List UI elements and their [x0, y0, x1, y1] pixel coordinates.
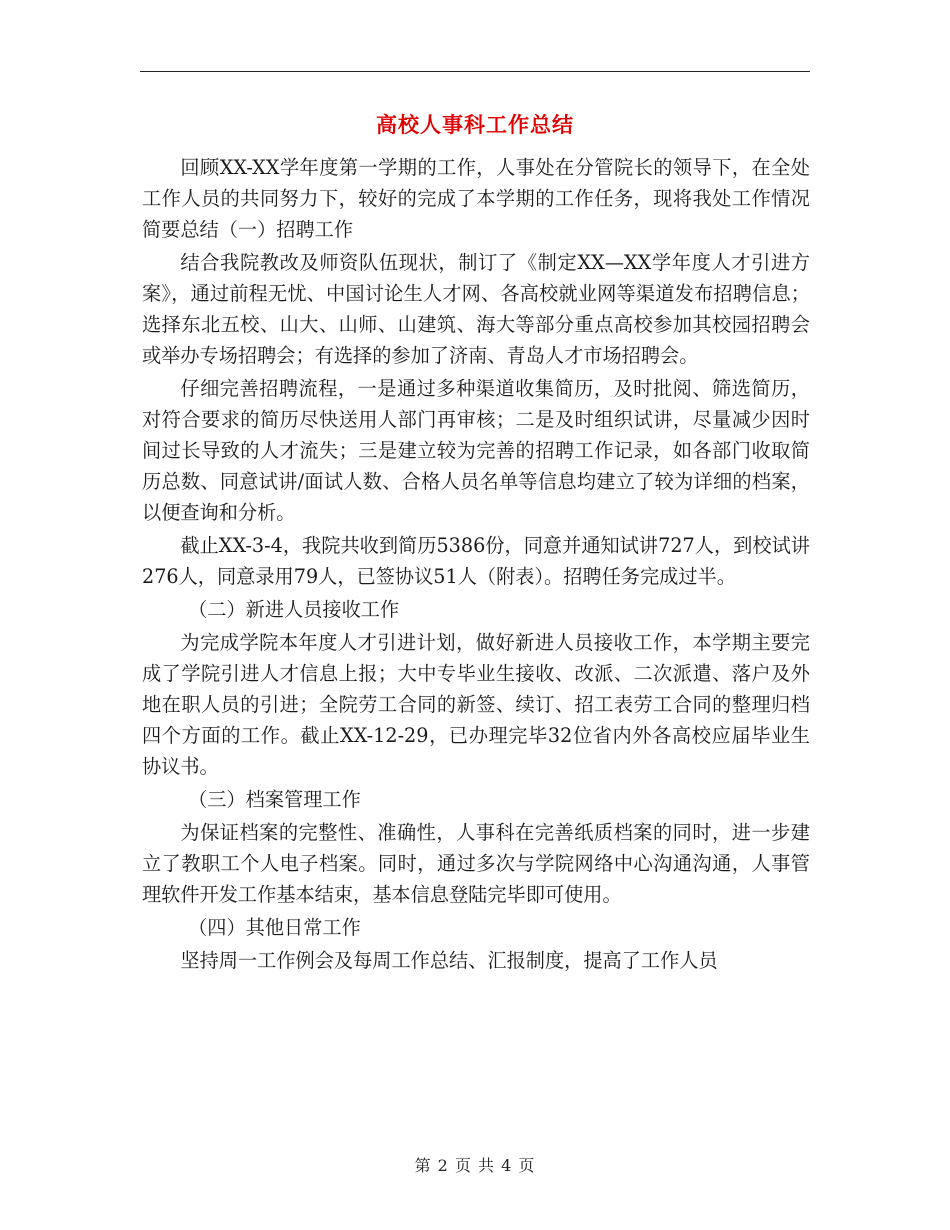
archives-paragraph: 为保证档案的完整性、准确性，人事科在完善纸质档案的同时，进一步建立了教职工个人电子档案。同时，通过多次与学院网络中心沟通沟通，人事管理软件开发工作基本结束，基本信息登陆完毕即可使用。 [142, 821, 810, 906]
recruitment-process-paragraph: 仔细完善招聘流程，一是通过多种渠道收集简历，及时批阅、筛选简历，对符合要求的简历尽快送用人部门再审核；二是及时组织试讲，尽量减少因时间过长导致的人才流失；三是建立较为完善的招聘工作记录，如各部门收取简历总数、同意试讲/面试人数、合格人员名单等信息均建立了较为详细的档案，以便查询和分析。 [142, 377, 810, 524]
section-heading-daily-work: （四）其他日常工作 [188, 916, 361, 939]
document-body [142, 152, 810, 978]
header-rule [140, 71, 810, 72]
recruitment-stats-paragraph: 截止XX-3-4，我院共收到简历5386份，同意并通知试讲727人，到校试讲276人，同意录用79人，已签协议51人（附表）。招聘任务完成过半。 [142, 534, 810, 588]
page-footer [0, 1153, 950, 1176]
section-heading-new-staff: （二）新进人员接收工作 [188, 598, 400, 621]
daily-work-paragraph: 坚持周一工作例会及每周工作总结、汇报制度，提高了工作人员 [180, 949, 718, 972]
document-title: 高校人事科工作总结 [376, 112, 574, 137]
new-staff-paragraph: 为完成学院本年度人才引进计划，做好新进人员接收工作，本学期主要完成了学院引进人才信息上报；大中专毕业生接收、改派、二次派遣、落户及外地在职人员的引进；全院劳工合同的新签、续订、招工表劳工合同的整理归档四个方面的工作。截止XX-12-29，已办理完毕32位省内外各高校应届毕业生协议书。 [142, 631, 810, 778]
intro-paragraph: 回顾XX-XX学年度第一学期的工作，人事处在分管院长的领导下，在全处工作人员的共同努力下，较好的完成了本学期的工作任务，现将我处工作情况简要总结（一）招聘工作 [142, 156, 810, 241]
page-number-label: 第 2 页 共 4 页 [414, 1156, 536, 1175]
section-heading-archives: （三）档案管理工作 [188, 788, 361, 811]
recruitment-plan-paragraph: 结合我院教改及师资队伍现状，制订了《制定XX—XX学年度人才引进方案》，通过前程无忧、中国讨论生人才网、各高校就业网等渠道发布招聘信息；选择东北五校、山大、山师、山建筑、海大等部分重点高校参加其校园招聘会或举办专场招聘会；有选择的参加了济南、青岛人才市场招聘会。 [142, 251, 810, 367]
